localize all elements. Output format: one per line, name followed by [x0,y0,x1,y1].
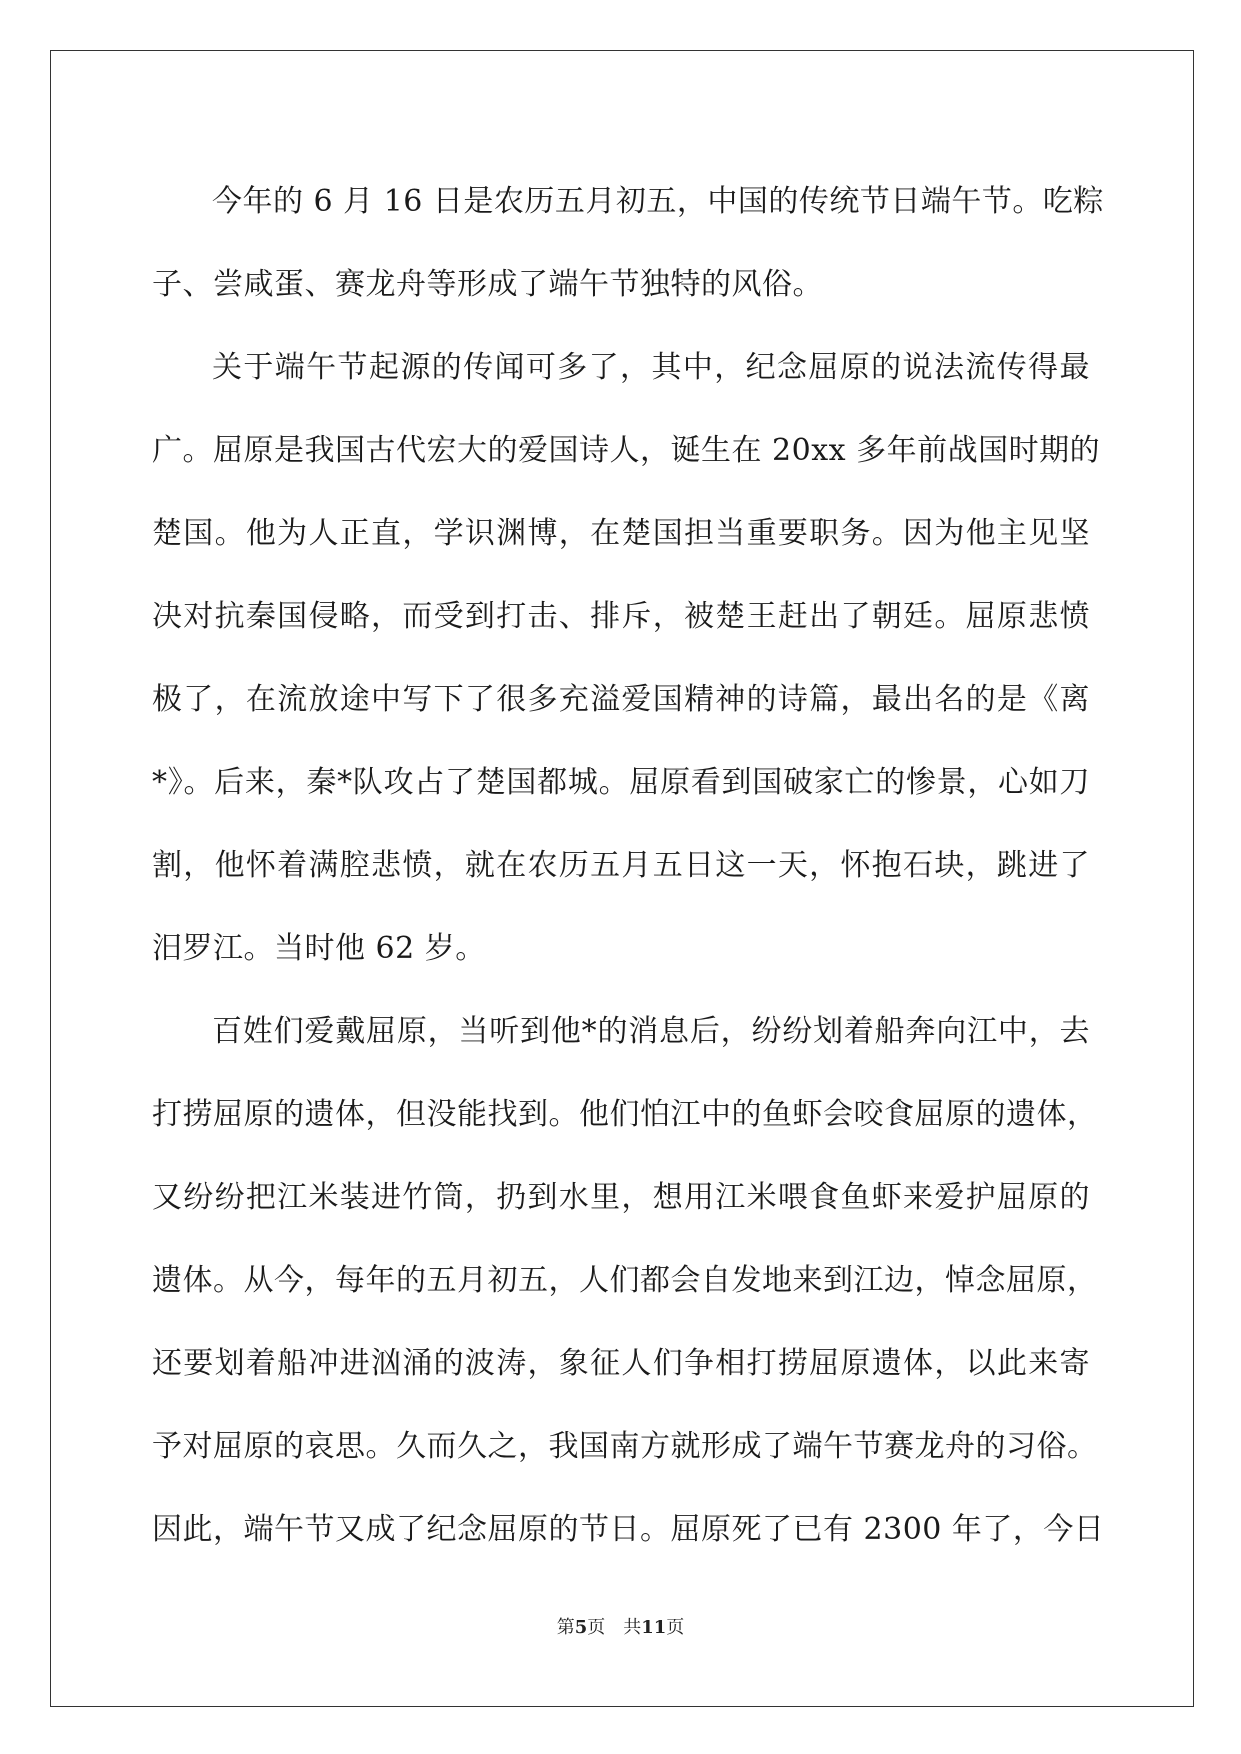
paragraph-line: 百姓们爱戴屈原，当听到他*的消息后，纷纷划着船奔向江中，去 [212,1014,1090,1049]
document-body [152,160,1105,1571]
page-number: 5 [574,1617,588,1638]
paragraph-line: 打捞屈原的遗体，但没能找到。他们怕江中的鱼虾会咬食屈原的遗体， [152,1097,1098,1132]
paragraph-line: 子、尝咸蛋、赛龙舟等形成了端午节独特的风俗。 [152,267,823,302]
paragraph-line: 割，他怀着满腔悲愤，就在农历五月五日这一天，怀抱石块，跳进了 [152,848,1090,883]
paragraph-2 [152,326,1101,990]
paragraph-line: 还要划着船冲进汹涌的波涛，象征人们争相打捞屈原遗体，以此来寄 [152,1346,1090,1381]
paragraph-line: 今年的 6 月 16 日是农历五月初五，中国的传统节日端午节。吃粽 [212,184,1104,219]
paragraph-1 [152,160,1104,326]
paragraph-line: *》。后来，秦*队攻占了楚国都城。屈原看到国破家亡的惨景，心如刀 [152,765,1090,800]
page-suffix: 页 [587,1617,606,1638]
paragraph-3 [152,990,1105,1571]
paragraph-line: 关于端午节起源的传闻可多了，其中，纪念屈原的说法流传得最 [212,350,1090,385]
paragraph-line: 又纷纷把江米装进竹筒，扔到水里，想用江米喂食鱼虾来爱护屈原的 [152,1180,1090,1215]
page-footer [0,1616,1241,1640]
total-pages: 11 [641,1617,667,1638]
paragraph-line: 极了，在流放途中写下了很多充溢爱国精神的诗篇，最出名的是《离 [152,682,1090,717]
total-suffix: 页 [666,1617,685,1638]
paragraph-line: 决对抗秦国侵略，而受到打击、排斥，被楚王赶出了朝廷。屈原悲愤 [152,599,1090,634]
paragraph-line: 汨罗江。当时他 62 岁。 [152,931,486,966]
total-prefix: 共 [623,1617,642,1638]
paragraph-line: 楚国。他为人正直，学识渊博，在楚国担当重要职务。因为他主见坚 [152,516,1090,551]
paragraph-line: 予对屈原的哀思。久而久之，我国南方就形成了端午节赛龙舟的习俗。 [152,1429,1098,1464]
paragraph-line: 遗体。从今，每年的五月初五，人们都会自发地来到江边，悼念屈原， [152,1263,1098,1298]
page-prefix: 第 [556,1617,575,1638]
paragraph-line: 广。屈原是我国古代宏大的爱国诗人，诞生在 20xx 多年前战国时期的 [152,433,1101,468]
paragraph-line: 因此，端午节又成了纪念屈原的节日。屈原死了已有 2300 年了，今日 [152,1512,1105,1547]
